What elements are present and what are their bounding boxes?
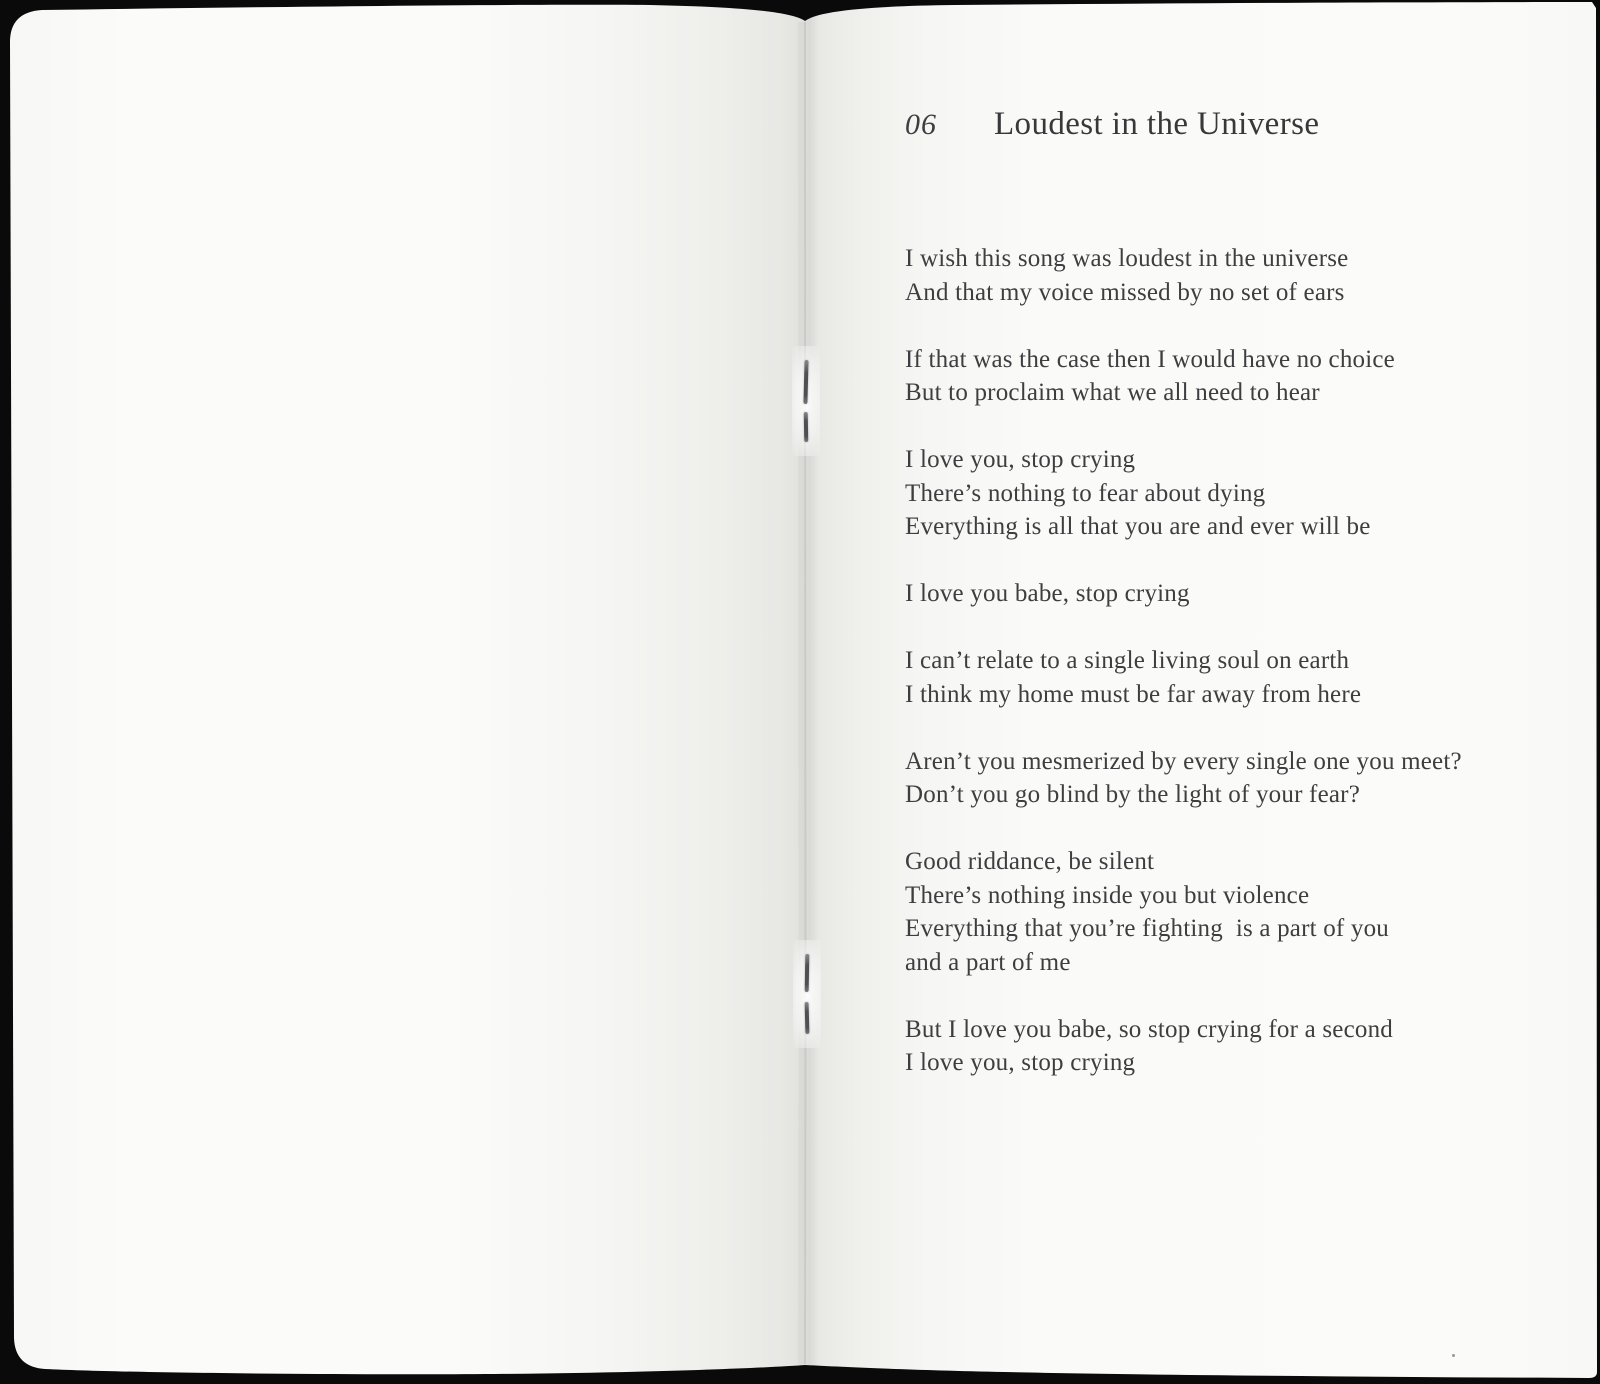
stanza (905, 577, 1565, 611)
poem-line: I can’t relate to a single living soul on earth (905, 647, 1350, 674)
poem-line: I wish this song was loudest in the universe (905, 245, 1349, 272)
poem-line: Don’t you go blind by the light of your fear? (905, 781, 1360, 808)
stanza (905, 1013, 1565, 1080)
page-right (806, 0, 1596, 1384)
staple-leg (804, 412, 809, 442)
poem-line: If that was the case then I would have no choice (905, 345, 1395, 373)
poem-line: I think my home must be far away from here (905, 680, 1362, 708)
poem-body (905, 242, 1565, 1080)
poem-title: Loudest in the Universe (994, 106, 1320, 142)
poem-header (905, 106, 1565, 143)
dust-speck (1452, 1354, 1455, 1357)
staple-leg (805, 1002, 810, 1034)
page-left-blank (10, 0, 800, 1384)
poem-line: But to proclaim what we all need to hear (905, 379, 1320, 406)
poem-line: Everything that you’re fighting is a part of you (905, 915, 1389, 942)
poem-line: I love you, stop crying (905, 1049, 1136, 1076)
poem-line: Aren’t you mesmerized by every single one you meet? (905, 747, 1462, 775)
track-number: 06 (905, 108, 937, 141)
poem-line: and a part of me (905, 948, 1071, 976)
poem-line: I love you babe, stop crying (905, 580, 1190, 607)
stanza (905, 644, 1565, 711)
staple-top (802, 358, 810, 444)
spine-crease-soft (801, 22, 802, 1364)
stanza (905, 242, 1565, 309)
poem-page-content (905, 106, 1565, 1080)
stanza (905, 845, 1565, 979)
poem-line: I love you, stop crying (905, 446, 1136, 473)
staple-leg (805, 954, 810, 992)
poem-line: And that my voice missed by no set of ears (905, 278, 1345, 306)
stanza (905, 745, 1565, 812)
stanza (905, 343, 1565, 410)
stanza (905, 443, 1565, 544)
poem-line: Everything is all that you are and ever will be (905, 513, 1371, 540)
poem-line: There’s nothing inside you but violence (905, 881, 1310, 909)
poem-line: But I love you babe, so stop crying for a second (905, 1015, 1393, 1043)
staple-bottom (803, 952, 811, 1036)
poem-line: There’s nothing to fear about dying (905, 479, 1266, 507)
poem-line: Good riddance, be silent (905, 848, 1155, 875)
